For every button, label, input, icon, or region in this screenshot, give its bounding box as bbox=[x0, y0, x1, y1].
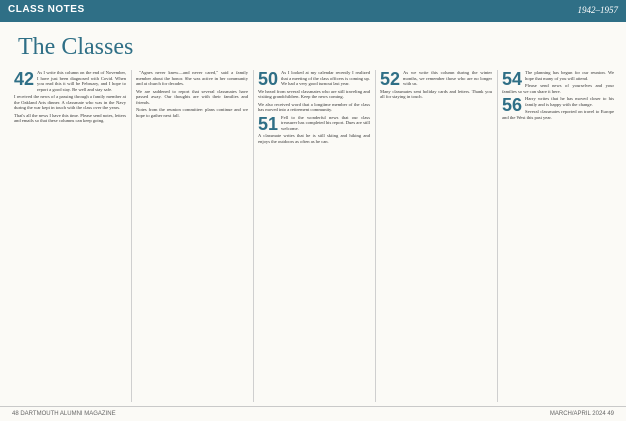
class-year-numeral: 52 bbox=[380, 70, 401, 89]
section-header-bar bbox=[0, 0, 626, 22]
footer-right: MARCH/APRIL 2024 49 bbox=[549, 411, 614, 417]
column-paragraph: Fell to the wonderful news that our class treasurer has completed his report. Dues are still welcome. bbox=[281, 114, 370, 131]
column-3 bbox=[258, 70, 370, 402]
class-notes-columns bbox=[14, 70, 614, 402]
page-title: The Classes bbox=[18, 34, 134, 60]
column-paragraph: As I looked at my calendar recently I realized that a meeting of the class officers is coming up. We had a very good turnout last year. bbox=[281, 70, 370, 86]
column-paragraph: That's all the news I have this time. Please send notes, letters and emails so that these columns can keep going. bbox=[14, 112, 126, 123]
column-divider bbox=[253, 70, 254, 402]
column-paragraph: As I write this column on the end of November, I have just been diagnosed with Covid. When you read this it will be February, and I hope to report a good stay. Be well and stay safe. bbox=[37, 70, 126, 92]
column-paragraph: A classmate writes that he is still skiing and hiking and enjoys the outdoors as often as he can. bbox=[258, 133, 370, 144]
column-paragraph: Several classmates reported on travel to Europe and the West this past year. bbox=[502, 109, 614, 120]
column-5 bbox=[502, 70, 614, 402]
column-2 bbox=[136, 70, 248, 402]
footer-left: 48 DARTMOUTH ALUMNI MAGAZINE bbox=[12, 411, 116, 417]
column-paragraph: Notes from the reunion committee: plans continue and we hope to gather next fall. bbox=[136, 107, 248, 118]
class-year-numeral: 56 bbox=[502, 95, 523, 115]
class-year-numeral: 54 bbox=[502, 70, 523, 89]
class-year-numeral: 51 bbox=[258, 113, 279, 134]
column-paragraph: I received the news of a passing through a family member at the Oakland Arts dinner. A classmate who was in the Navy during the war kept in touch with the class over the years. bbox=[14, 94, 126, 110]
column-paragraph: Many classmates sent holiday cards and letters. Thank you all for staying in touch. bbox=[380, 88, 492, 99]
column-paragraph: As we write this column during the winter months, we remember those who are no longer with us. bbox=[403, 70, 492, 86]
column-paragraph: We heard from several classmates who are still traveling and visiting grandchildren. Keep the news coming. bbox=[258, 88, 370, 99]
column-paragraph: We are saddened to report that several classmates have passed away. Our thoughts are with their families and friends. bbox=[136, 88, 248, 105]
column-paragraph: Harry writes that he has moved closer to his family and is happy with the change. bbox=[525, 96, 614, 107]
column-4 bbox=[380, 70, 492, 402]
column-paragraph: We also received word that a longtime member of the class has moved into a retirement community. bbox=[258, 101, 370, 112]
column-1 bbox=[14, 70, 126, 402]
year-range: 1942–1957 bbox=[577, 5, 618, 15]
page-footer bbox=[0, 406, 626, 421]
column-paragraph: "Agnes never knew—and never cared," said a family member about the honor. She was active in her community and at church for decades. bbox=[136, 70, 248, 86]
column-paragraph: The planning has begun for our reunion. We hope that many of you will attend. bbox=[525, 70, 614, 81]
section-label: CLASS NOTES bbox=[8, 4, 85, 15]
column-divider bbox=[375, 70, 376, 402]
class-year-numeral: 42 bbox=[14, 70, 35, 89]
column-divider bbox=[497, 70, 498, 402]
column-paragraph: Please send news of yourselves and your families so we can share it here. bbox=[502, 83, 614, 94]
column-divider bbox=[131, 70, 132, 402]
class-year-numeral: 50 bbox=[258, 70, 279, 89]
